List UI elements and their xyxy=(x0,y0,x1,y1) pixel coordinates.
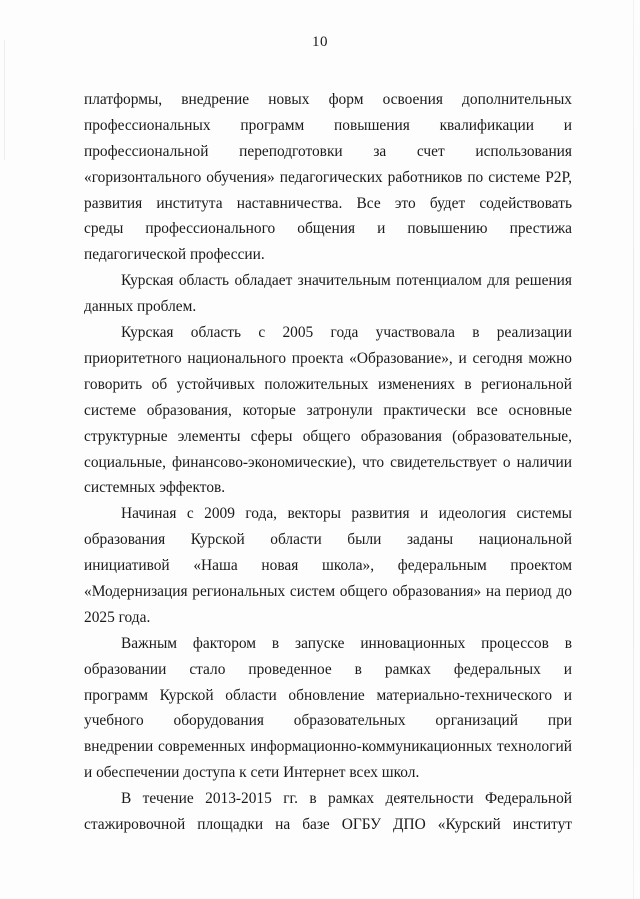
scan-left-shadow xyxy=(4,40,5,160)
scan-edge-shadow xyxy=(633,0,634,899)
text-line: данных проблем. xyxy=(84,298,197,316)
paragraph-3 xyxy=(84,320,572,501)
text-line: говорить об устойчивых положительных изменениях в региональной xyxy=(84,375,572,393)
paragraph-5 xyxy=(84,631,572,786)
text-line: программ Курской области обновление материально-технического и xyxy=(84,686,572,704)
paragraph-6 xyxy=(84,786,572,838)
text-line: и обеспечении доступа к сети Интернет всех школ. xyxy=(84,764,420,782)
text-line: инициативой «Наша новая школа», федеральным проектом xyxy=(84,557,572,575)
text-line: образования Курской области были заданы национальной xyxy=(84,531,572,549)
text-line: 2025 года. xyxy=(84,608,151,626)
text-line: развития института наставничества. Все это будет содействовать xyxy=(84,194,572,212)
text-line: социальные, финансово-экономические), что свидетельствует о наличии xyxy=(84,453,572,471)
text-line: учебного оборудования образовательных организаций при xyxy=(84,712,572,730)
body-text xyxy=(84,87,572,838)
text-line: «горизонтального обучения» педагогических работников по системе Р2Р, xyxy=(84,168,572,186)
text-line: В течение 2013-2015 гг. в рамках деятельности Федеральной xyxy=(121,790,572,808)
text-line: педагогической профессии. xyxy=(84,246,265,264)
text-line: системных эффектов. xyxy=(84,479,226,497)
text-line: Начиная с 2009 года, векторы развития и идеология системы xyxy=(121,505,572,523)
page-number: 10 xyxy=(312,34,328,50)
text-line: «Модернизация региональных систем общего образования» на период до xyxy=(84,582,572,600)
text-line: структурные элементы сферы общего образования (образовательные, xyxy=(84,427,572,445)
text-line: стажировочной площадки на базе ОГБУ ДПО «Курский институт xyxy=(84,816,572,834)
text-line: приоритетного национального проекта «Образование», и сегодня можно xyxy=(84,349,572,367)
paragraph-4 xyxy=(84,501,572,630)
text-line: Курская область с 2005 года участвовала в реализации xyxy=(121,324,572,342)
text-line: Курская область обладает значительным потенциалом для решения xyxy=(121,272,572,290)
text-line: внедрении современных информационно-коммуникационных технологий xyxy=(84,738,572,756)
text-line: профессиональных программ повышения квалификации и xyxy=(84,116,572,134)
text-line: Важным фактором в запуске инновационных процессов в xyxy=(121,634,572,652)
text-line: среды профессионального общения и повышению престижа xyxy=(84,220,572,238)
text-line: образовании стало проведенное в рамках федеральных и xyxy=(84,660,572,678)
text-line: системе образования, которые затронули практически все основные xyxy=(84,401,572,419)
text-line: профессиональной переподготовки за счет использования xyxy=(84,142,572,160)
paragraph-2 xyxy=(84,268,572,320)
text-line: платформы, внедрение новых форм освоения дополнительных xyxy=(84,91,572,108)
paragraph-1 xyxy=(84,87,572,268)
